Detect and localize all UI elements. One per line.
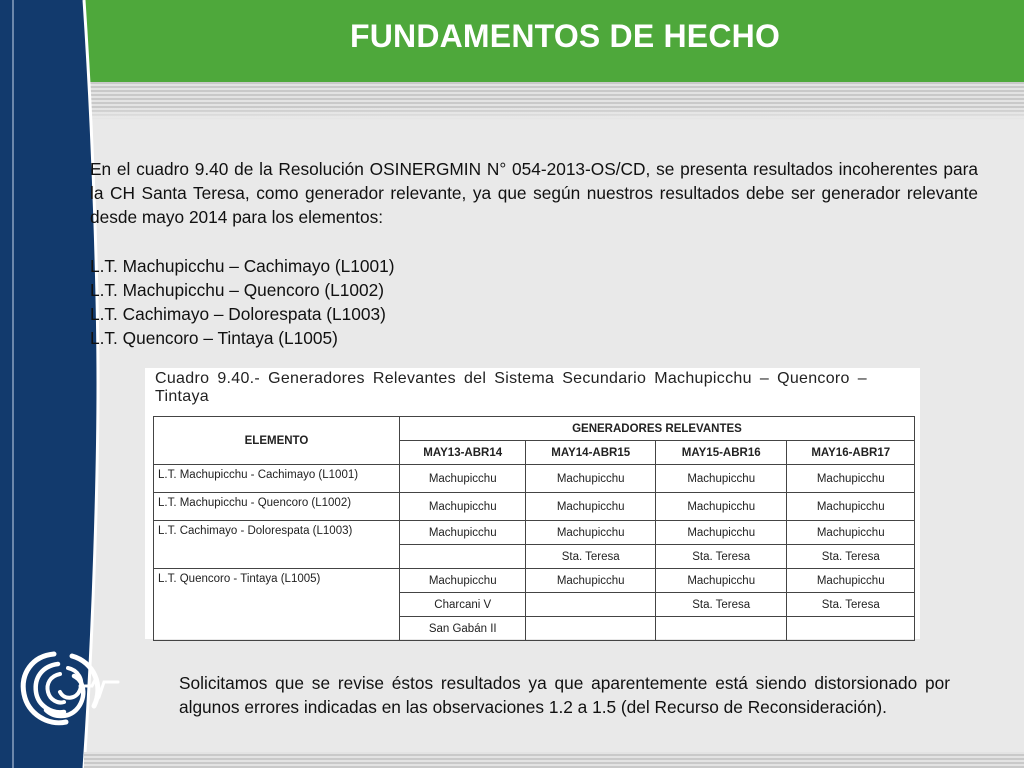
header-elemento: ELEMENTO bbox=[154, 417, 400, 465]
elemento-cell: L.T. Quencoro - Tintaya (L1005) bbox=[154, 569, 400, 641]
generator-cell: Machupicchu bbox=[399, 521, 525, 545]
generator-cell: Machupicchu bbox=[655, 569, 787, 593]
list-item: L.T. Machupicchu – Cachimayo (L1001) bbox=[90, 256, 395, 276]
company-logo-icon bbox=[14, 646, 120, 732]
generator-cell bbox=[399, 545, 525, 569]
elemento-cell: L.T. Machupicchu - Quencoro (L1002) bbox=[154, 493, 400, 521]
cuadro-caption: Cuadro 9.40.- Generadores Relevantes del Sistema Secundario Machupicchu – Quencoro – Tintaya bbox=[155, 370, 867, 405]
generator-cell: Machupicchu bbox=[526, 493, 656, 521]
generator-cell bbox=[787, 617, 915, 641]
generator-cell bbox=[655, 617, 787, 641]
generadores-table bbox=[153, 416, 915, 641]
generator-cell: Machupicchu bbox=[655, 465, 787, 493]
slide-title: FUNDAMENTOS DE HECHO bbox=[349, 18, 781, 54]
list-item: L.T. Cachimayo – Dolorespata (L1003) bbox=[90, 304, 386, 324]
table-row bbox=[154, 569, 915, 593]
generator-cell: Sta. Teresa bbox=[787, 545, 915, 569]
elements-list bbox=[90, 254, 395, 350]
generator-cell: Charcani V bbox=[399, 593, 525, 617]
header-period: MAY15-ABR16 bbox=[655, 441, 787, 465]
elemento-cell: L.T. Cachimayo - Dolorespata (L1003) bbox=[154, 521, 400, 569]
generator-cell: Machupicchu bbox=[787, 465, 915, 493]
generator-cell: Machupicchu bbox=[526, 521, 656, 545]
generator-cell bbox=[526, 617, 656, 641]
generator-cell: Sta. Teresa bbox=[655, 593, 787, 617]
generator-cell: Sta. Teresa bbox=[526, 545, 656, 569]
intro-paragraph: En el cuadro 9.40 de la Resolución OSINERGMIN N° 054-2013-OS/CD, se presenta resultados incoherentes para la CH Santa Teresa, como generador relevante, ya que según nuestros resultados debe ser generador relevante desde mayo 2014 para los elementos: bbox=[90, 159, 978, 227]
table-row bbox=[154, 493, 915, 521]
header-generadores: GENERADORES RELEVANTES bbox=[399, 417, 914, 441]
generator-cell: San Gabán II bbox=[399, 617, 525, 641]
header-period: MAY16-ABR17 bbox=[787, 441, 915, 465]
elemento-cell: L.T. Machupicchu - Cachimayo (L1001) bbox=[154, 465, 400, 493]
header-period: MAY14-ABR15 bbox=[526, 441, 656, 465]
closing-paragraph: Solicitamos que se revise éstos resultados ya que aparentemente está siendo distorsionado por algunos errores indicadas en las observaciones 1.2 a 1.5 (del Recurso de Reconsideración). bbox=[179, 673, 950, 717]
list-item: L.T. Machupicchu – Quencoro (L1002) bbox=[90, 280, 384, 300]
table-row bbox=[154, 521, 915, 545]
generator-cell: Machupicchu bbox=[399, 569, 525, 593]
generator-cell bbox=[526, 593, 656, 617]
generator-cell: Machupicchu bbox=[399, 493, 525, 521]
generator-cell: Sta. Teresa bbox=[655, 545, 787, 569]
generator-cell: Machupicchu bbox=[655, 493, 787, 521]
generator-cell: Machupicchu bbox=[655, 521, 787, 545]
generator-cell: Machupicchu bbox=[526, 465, 656, 493]
header-period: MAY13-ABR14 bbox=[399, 441, 525, 465]
cuadro-image bbox=[145, 368, 920, 639]
generator-cell: Machupicchu bbox=[787, 521, 915, 545]
footer-stripes bbox=[84, 752, 1024, 768]
table-row bbox=[154, 465, 915, 493]
generator-cell: Machupicchu bbox=[399, 465, 525, 493]
generator-cell: Machupicchu bbox=[526, 569, 656, 593]
generator-cell: Machupicchu bbox=[787, 569, 915, 593]
list-item: L.T. Quencoro – Tintaya (L1005) bbox=[90, 328, 338, 348]
generator-cell: Machupicchu bbox=[787, 493, 915, 521]
generator-cell: Sta. Teresa bbox=[787, 593, 915, 617]
